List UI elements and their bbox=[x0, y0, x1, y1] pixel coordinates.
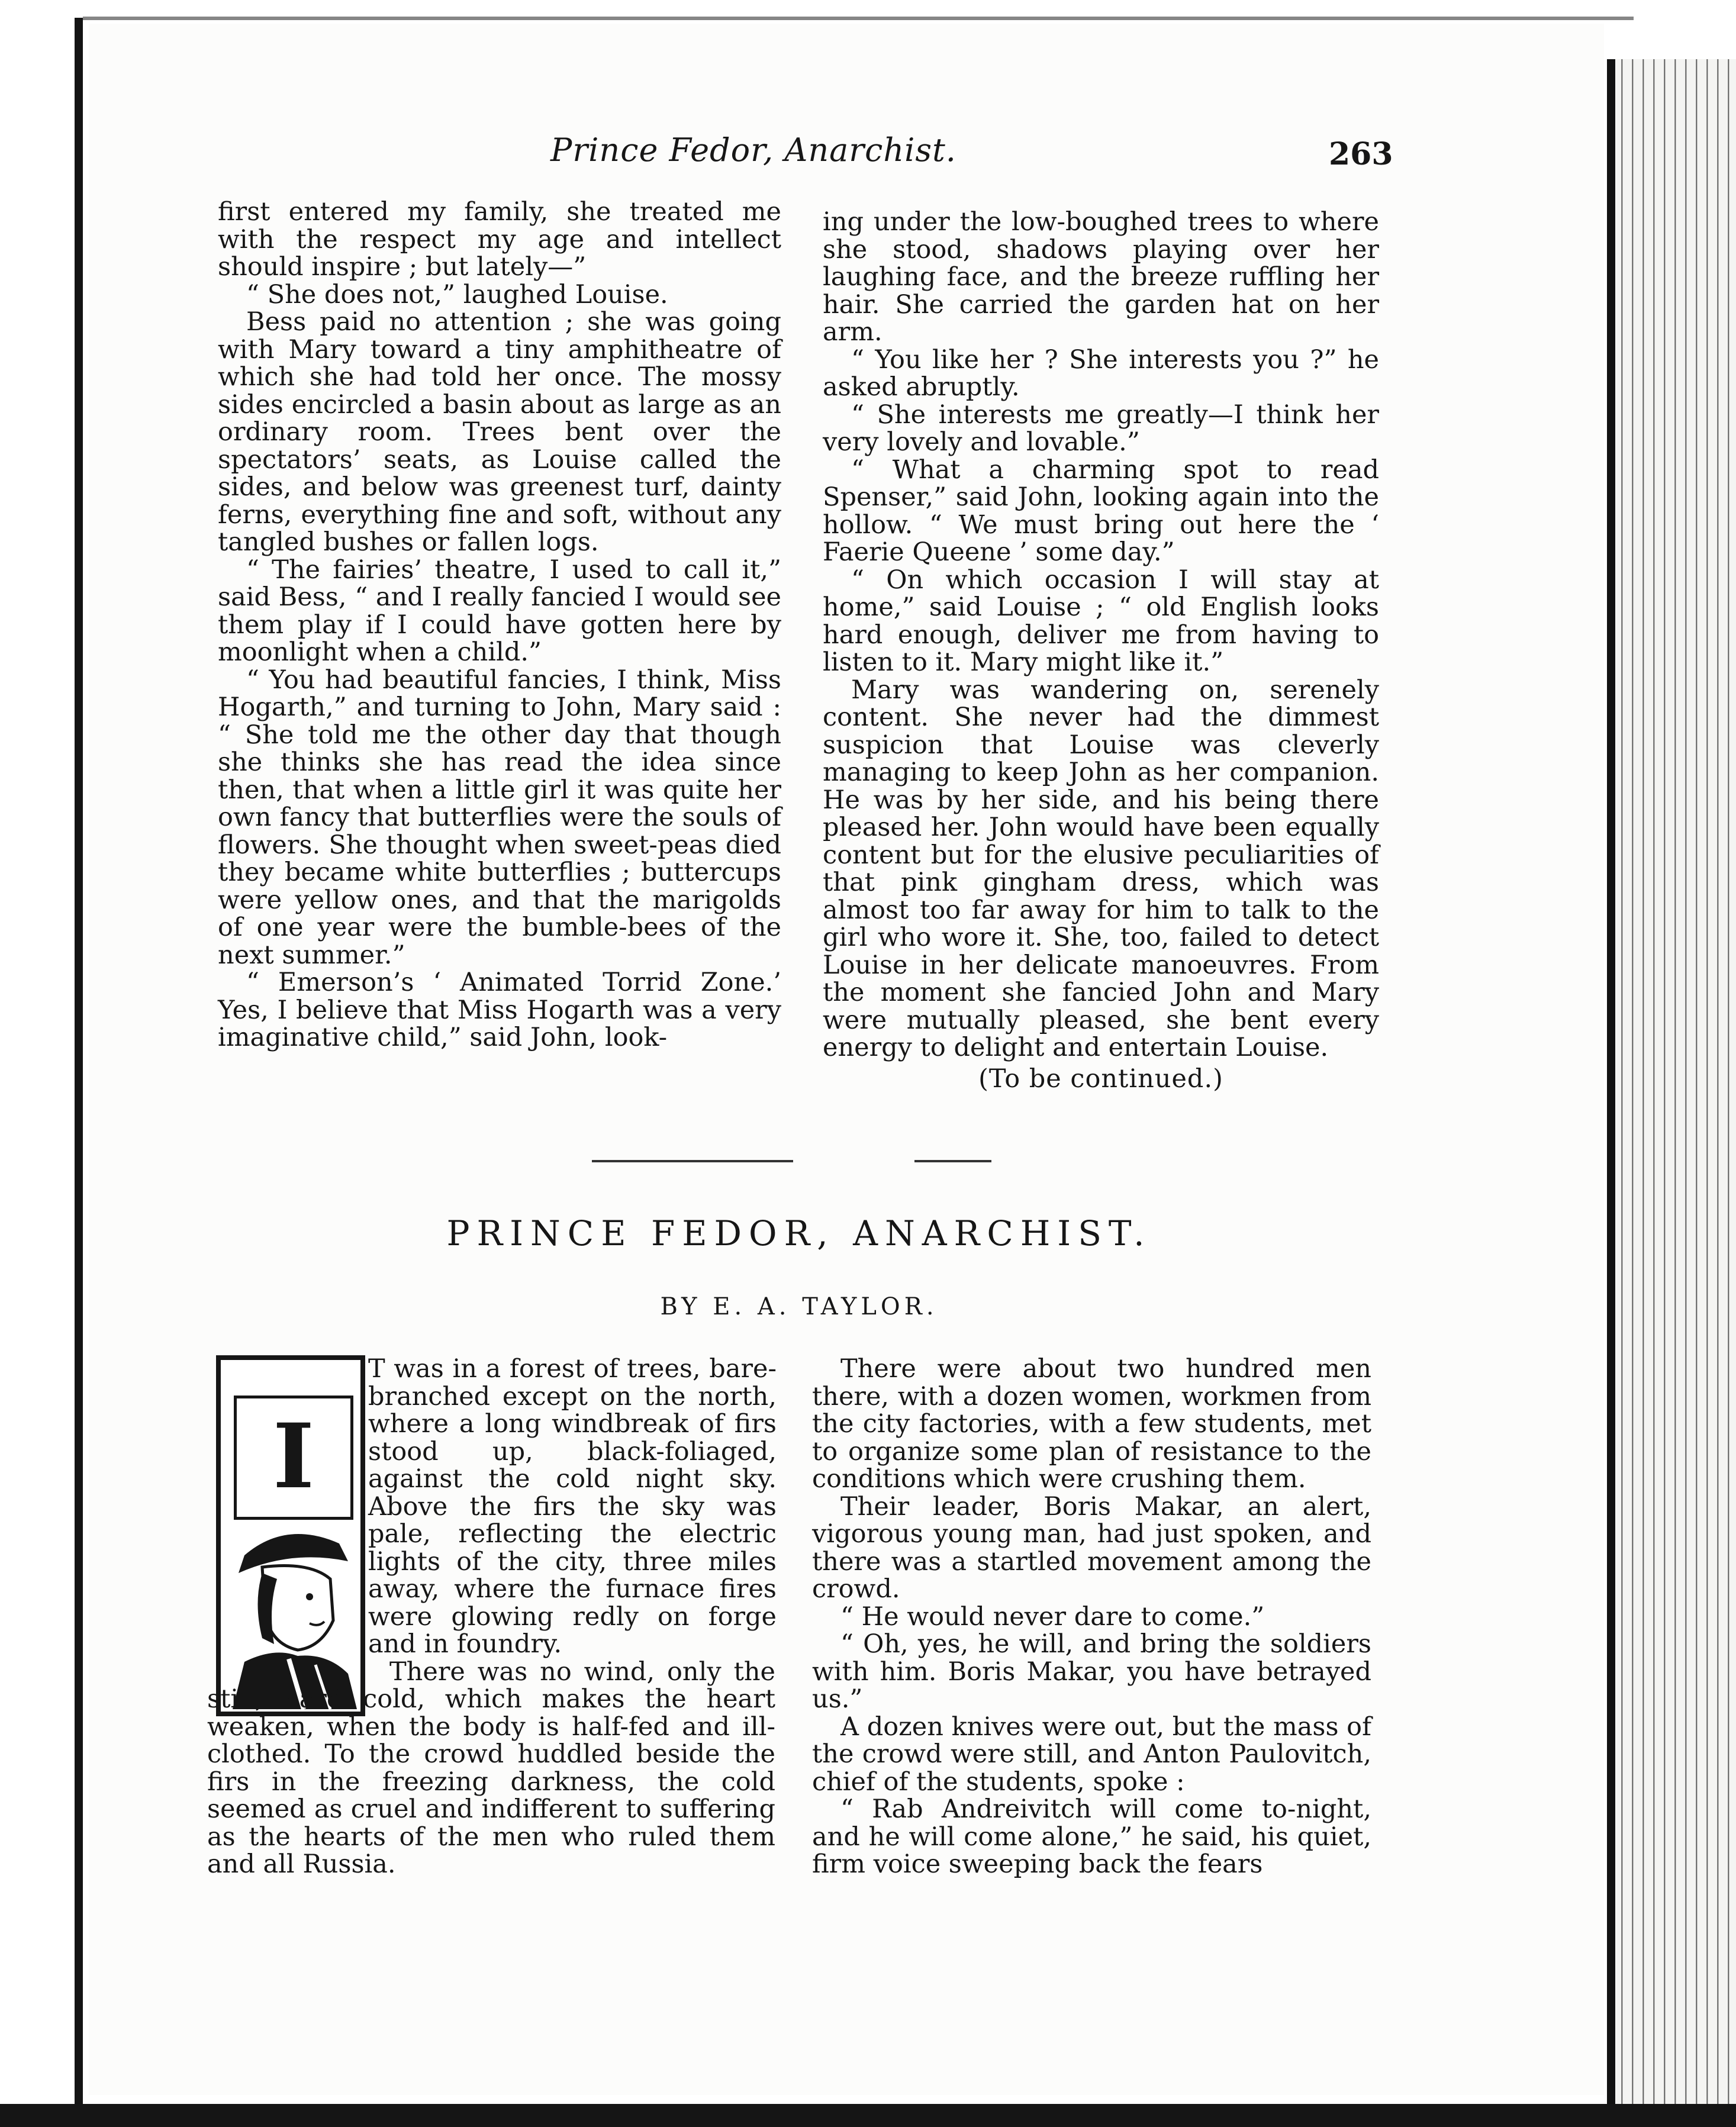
section-divider-right bbox=[914, 1160, 991, 1162]
paragraph: “ Emerson’s ‘ Animated Torrid Zone.’ Yes, I believe that Miss Hogarth was a very imaginative child,” said John, look- bbox=[218, 968, 781, 1052]
paragraph: Their leader, Boris Makar, an alert, vigorous young man, had just spoken, and there was a startled movement among the crowd. bbox=[812, 1491, 1371, 1604]
drop-cap-letter: I bbox=[234, 1396, 353, 1520]
paragraph: “ What a charming spot to read Spenser,” said John, looking again into the hollow. “ We must bring out here the ‘ Faerie Queene ’ some day.” bbox=[823, 455, 1379, 567]
paragraph: “ She does not,” laughed Louise. bbox=[246, 279, 668, 310]
left-binding-edge bbox=[0, 0, 89, 2127]
running-title: Prince Fedor, Anarchist. bbox=[550, 131, 956, 169]
paragraph: “ The fairies’ theatre, I used to call it,” said Bess, “ and I really fancied I would see them play if I could have gotten here by moonlight when a child.” bbox=[218, 555, 781, 667]
paragraph: first entered my family, she treated me with the respect my age and intellect should inspire ; but lately—” bbox=[218, 197, 781, 282]
paragraph: Bess paid no attention ; she was going with Mary toward a tiny amphitheatre of which she had told her once. The mossy sides encircled a basin about as large as an ordinary room. Trees bent over the spectators’ seats, as Louise called the sides, and below was greenest turf, dainty ferns, everything fine and soft, without any tangled bushes or fallen logs. bbox=[218, 307, 781, 557]
paragraph: “ You like her ? She interests you ?” he asked abruptly. bbox=[823, 344, 1379, 402]
bottom-scan-edge bbox=[0, 2104, 1736, 2127]
to-be-continued-note: (To be continued.) bbox=[978, 1064, 1223, 1094]
top-scan-edge bbox=[83, 17, 1634, 20]
paragraph: “ Oh, yes, he will, and bring the soldiers with him. Boris Makar, you have betrayed us.” bbox=[812, 1629, 1371, 1714]
paragraph: There were about two hundred men there, with a dozen women, workmen from the city factories, with a few students, met to organize some plan of resistance to the conditions which were crushing them. bbox=[812, 1354, 1371, 1494]
story-byline: BY E. A. TAYLOR. bbox=[660, 1293, 938, 1320]
paragraph: A dozen knives were out, but the mass of the crowd were still, and Anton Paulovitch, chief of the students, spoke : bbox=[812, 1712, 1371, 1797]
previous-story-column-1 bbox=[218, 198, 781, 1052]
previous-story-column-2 bbox=[823, 208, 1379, 1092]
paragraph: “ On which occasion I will stay at home,” said Louise ; “ old English looks hard enough, deliver me from having to listen to it. Mary might like it.” bbox=[823, 565, 1379, 677]
opening-paragraph: T was in a forest of trees, bare-branched except on the north, where a long windbreak of firs stood up, black-foliaged, against the cold night sky. Above the firs the sky was pale, reflecting the electric lights of the city, three miles away, where the furnace fires were glowing redly on forge and in foundry. bbox=[368, 1354, 777, 1659]
paragraph: “ Rab Andreivitch will come to-night, and he will come alone,” he said, his quiet, firm voice sweeping back the fears bbox=[812, 1794, 1371, 1879]
paragraph: ing under the low-boughed trees to where she stood, shadows playing over her laughing face, and the breeze ruffling her hair. She carried the garden hat on her arm. bbox=[823, 207, 1379, 347]
paragraph: Mary was wandering on, serenely content. She never had the dimmest suspicion that Louise was cleverly managing to keep John as her companion. He was by her side, and his being there pleased her. John would have been equally content but for the elusive peculiarities of that pink gingham dress, which was almost too far away for him to talk to the girl who wore it. She, too, failed to detect Louise in her delicate manoeuvres. From the moment she fancied John and Mary were mutually pleased, she bent every energy to delight and entertain Louise. bbox=[823, 675, 1379, 1062]
paragraph: “ She interests me greatly—I think her very lovely and lovable.” bbox=[823, 399, 1379, 457]
paragraph: “ He would never dare to come.” bbox=[840, 1601, 1265, 1632]
section-divider-left bbox=[592, 1160, 793, 1162]
story-title: PRINCE FEDOR, ANARCHIST. bbox=[446, 1213, 1152, 1253]
right-page-edges bbox=[1607, 59, 1736, 2127]
new-story-column-1 bbox=[207, 1355, 775, 1878]
new-story-column-2 bbox=[812, 1355, 1371, 1878]
paragraph: There was no wind, only the still, hard cold, which makes the heart weaken, when the body is half-fed and ill-clothed. To the crowd huddled beside the firs in the freezing darkness, the cold seemed as cruel and indifferent to suffering as the hearts of the men who ruled them and all Russia. bbox=[207, 1657, 775, 1879]
page-number: 263 bbox=[1329, 136, 1393, 172]
paragraph: “ You had beautiful fancies, I think, Miss Hogarth,” and turning to John, Mary said : “ She told me the other day that though she thinks she has read the idea since then, that when a little girl it was quite her own fancy that butterflies were the souls of flowers. She thought when sweet-peas died they became white butterflies ; buttercups were yellow ones, and that the marigolds of one year were the bumble-bees of the next summer.” bbox=[218, 665, 781, 970]
